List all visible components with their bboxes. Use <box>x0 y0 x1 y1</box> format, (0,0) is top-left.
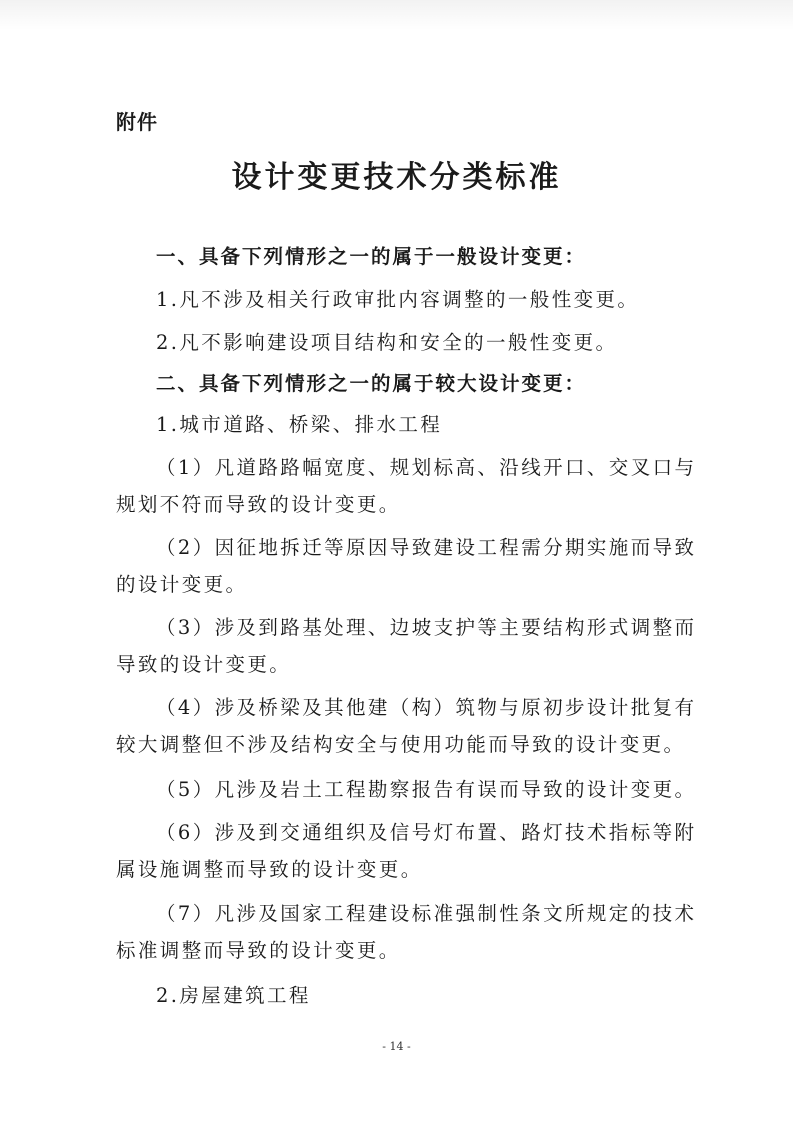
scan-top-edge <box>0 0 793 30</box>
attachment-label: 附件 <box>116 110 158 134</box>
section-1-item-1: 1.凡不涉及相关行政审批内容调整的一般性变更。 <box>156 288 640 311</box>
section-2-sub1-item-4: （4）涉及桥梁及其他建（构）筑物与原初步设计批复有较大调整但不涉及结构安全与使用功能而导致的设计变更。 <box>116 696 697 756</box>
section-1-item-2: 2.凡不影响建设项目结构和安全的一般性变更。 <box>156 331 618 354</box>
page-number: - 14 - <box>382 1040 411 1053</box>
section-2-sub1-item-5: （5）凡涉及岩土工程勘察报告有误而导致的设计变更。 <box>156 778 697 801</box>
section-2-sub1-item-2: （2）因征地拆迁等原因导致建设工程需分期实施而导致的设计变更。 <box>116 536 697 596</box>
section-2-sub1-item-7: （7）凡涉及国家工程建设标准强制性条文所规定的技术标准调整而导致的设计变更。 <box>116 902 697 962</box>
section-2-sub2-heading: 2.房屋建筑工程 <box>156 984 311 1007</box>
section-1-heading: 一、具备下列情形之一的属于一般设计变更： <box>156 245 587 268</box>
section-2-sub1-item-3: （3）涉及到路基处理、边坡支护等主要结构形式调整而导致的设计变更。 <box>116 616 697 676</box>
section-2-sub1-item-6: （6）涉及到交通组织及信号灯布置、路灯技术指标等附属设施调整而导致的设计变更。 <box>116 821 697 881</box>
section-2-sub1-item-1: （1）凡道路路幅宽度、规划标高、沿线开口、交叉口与规划不符而导致的设计变更。 <box>116 456 697 516</box>
section-2-sub1-heading: 1.城市道路、桥梁、排水工程 <box>156 413 443 436</box>
section-2-heading: 二、具备下列情形之一的属于较大设计变更： <box>156 372 587 395</box>
document-title: 设计变更技术分类标准 <box>231 160 562 195</box>
